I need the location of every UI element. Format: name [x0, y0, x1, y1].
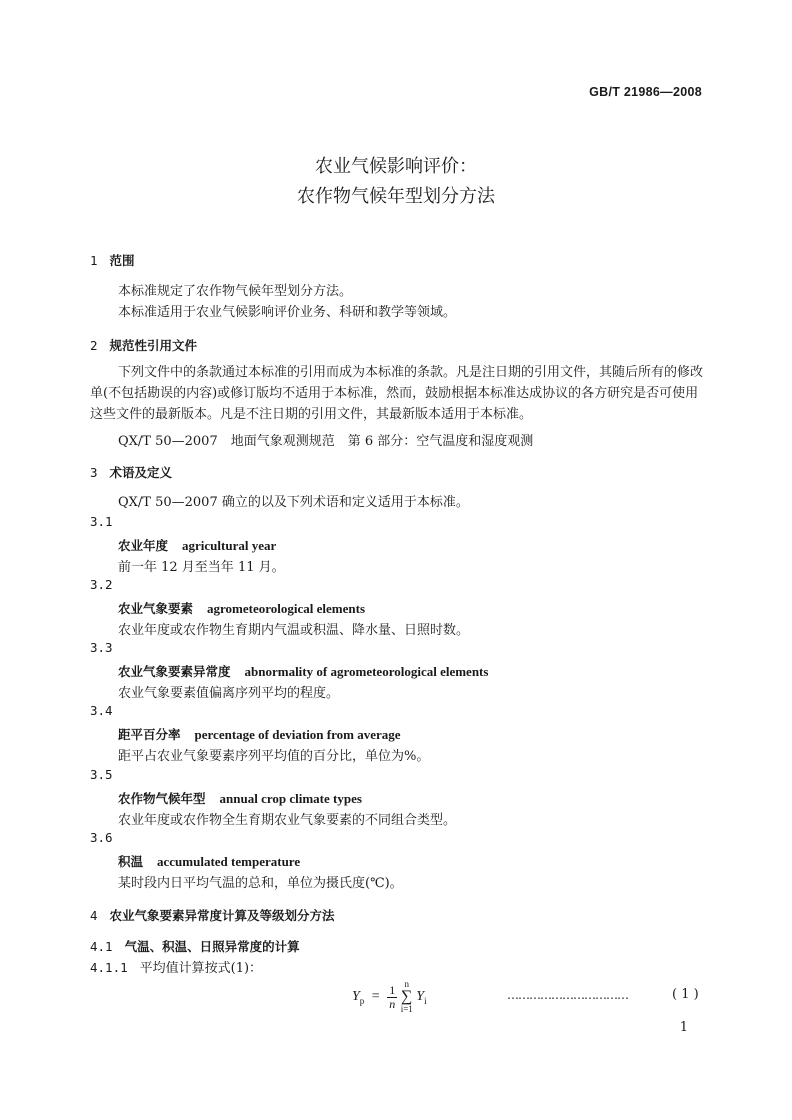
term-number: 3.4	[90, 703, 113, 718]
formula-label: ( 1 )	[672, 987, 699, 1002]
section-title: 术语及定义	[109, 465, 173, 480]
term-chinese: 农业气象要素	[118, 601, 194, 616]
term-heading	[118, 724, 401, 743]
section-3-intro: QX/T 50—2007 确立的以及下列术语和定义适用于本标准。	[118, 495, 469, 510]
term-heading	[118, 661, 488, 680]
section-2-paragraph: 下列文件中的条款通过本标准的引用而成为本标准的条款。凡是注日期的引用文件，其随后所有的修改单(不包括勘误的内容)或修订版均不适用于本标准，然而，鼓励根据本标准达成协议的各方研究是否可使用这些文件的最新版本。凡是不注日期的引用文件，其最新版本适用于本标准。	[90, 365, 704, 422]
formula-rhs: $Y_i$	[416, 989, 427, 1007]
subsection-title: 气温、积温、日照异常度的计算	[124, 939, 300, 954]
term-definition: 距平占农业气象要素序列平均值的百分比，单位为%。	[118, 749, 430, 764]
term-definition: 前一年 12 月至当年 11 月。	[118, 560, 285, 575]
clause-text: 平均值计算按式(1)：	[139, 961, 263, 976]
term-heading	[118, 598, 365, 617]
term-chinese: 农业年度	[118, 538, 169, 553]
term-number: 3.3	[90, 640, 113, 655]
section-4-heading	[90, 905, 335, 924]
term-number: 3.5	[90, 767, 113, 782]
term-number: 3.1	[90, 514, 113, 529]
term-number: 3.6	[90, 830, 113, 845]
term-chinese: 农作物气候年型	[118, 791, 206, 806]
document-title-line2: 农作物气候年型划分方法	[297, 186, 495, 207]
formula-fraction: $\frac{1}{n}$	[389, 982, 396, 1011]
section-title: 范围	[109, 253, 135, 268]
term-english: percentage of deviation from average	[194, 727, 401, 742]
term-heading	[118, 535, 276, 554]
page-number: 1	[679, 1020, 688, 1035]
section-1-paragraph: 本标准规定了农作物气候年型划分方法。	[118, 284, 353, 299]
section-3-heading	[90, 462, 172, 481]
summation-icon: n ∑ i=1	[400, 979, 413, 1014]
term-heading	[118, 788, 362, 807]
term-definition: 某时段内日平均气温的总和，单位为摄氏度(℃)。	[118, 876, 403, 891]
section-2-heading	[90, 335, 197, 354]
section-1-paragraph: 本标准适用于农业气候影响评价业务、科研和教学等领域。	[118, 305, 457, 320]
term-number: 3.2	[90, 577, 113, 592]
formula-equals: =	[371, 989, 380, 1005]
term-english: annual crop climate types	[219, 791, 362, 806]
term-english: abnormality of agrometeorological elements	[244, 664, 489, 679]
formula-leader-dots: ……………………………	[507, 988, 628, 1002]
term-definition: 农业气象要素值偏离序列平均的程度。	[118, 686, 340, 701]
document-title-line1: 农业气候影响评价：	[315, 156, 477, 177]
clause-4-1-1	[90, 957, 262, 976]
section-title: 规范性引用文件	[109, 338, 198, 353]
term-definition: 农业年度或农作物生育期内气温或积温、降水量、日照时数。	[118, 623, 470, 638]
section-number: 4	[90, 908, 98, 923]
subsection-4-1-heading	[90, 936, 300, 955]
term-english: accumulated temperature	[157, 854, 301, 869]
clause-number: 4.1.1	[90, 960, 128, 975]
section-number: 1	[90, 253, 98, 268]
subsection-number: 4.1	[90, 939, 113, 954]
term-english: agricultural year	[182, 538, 277, 553]
term-chinese: 农业气象要素异常度	[118, 664, 231, 679]
section-title: 农业气象要素异常度计算及等级划分方法	[109, 908, 335, 923]
normative-reference: QX/T 50—2007 地面气象观测规范 第 6 部分：空气温度和湿度观测	[118, 434, 534, 449]
section-1-heading	[90, 250, 135, 269]
term-chinese: 距平百分率	[118, 727, 181, 742]
formula-lhs: $Y_p$	[352, 989, 365, 1007]
section-number: 3	[90, 465, 98, 480]
standard-code: GB/T 21986—2008	[589, 85, 702, 99]
term-definition: 农业年度或农作物全生育期农业气象要素的不同组合类型。	[118, 813, 457, 828]
section-number: 2	[90, 338, 98, 353]
term-english: agrometeorological elements	[207, 601, 366, 616]
term-heading	[118, 851, 300, 870]
formula-mean	[352, 980, 427, 1014]
term-chinese: 积温	[118, 854, 144, 869]
